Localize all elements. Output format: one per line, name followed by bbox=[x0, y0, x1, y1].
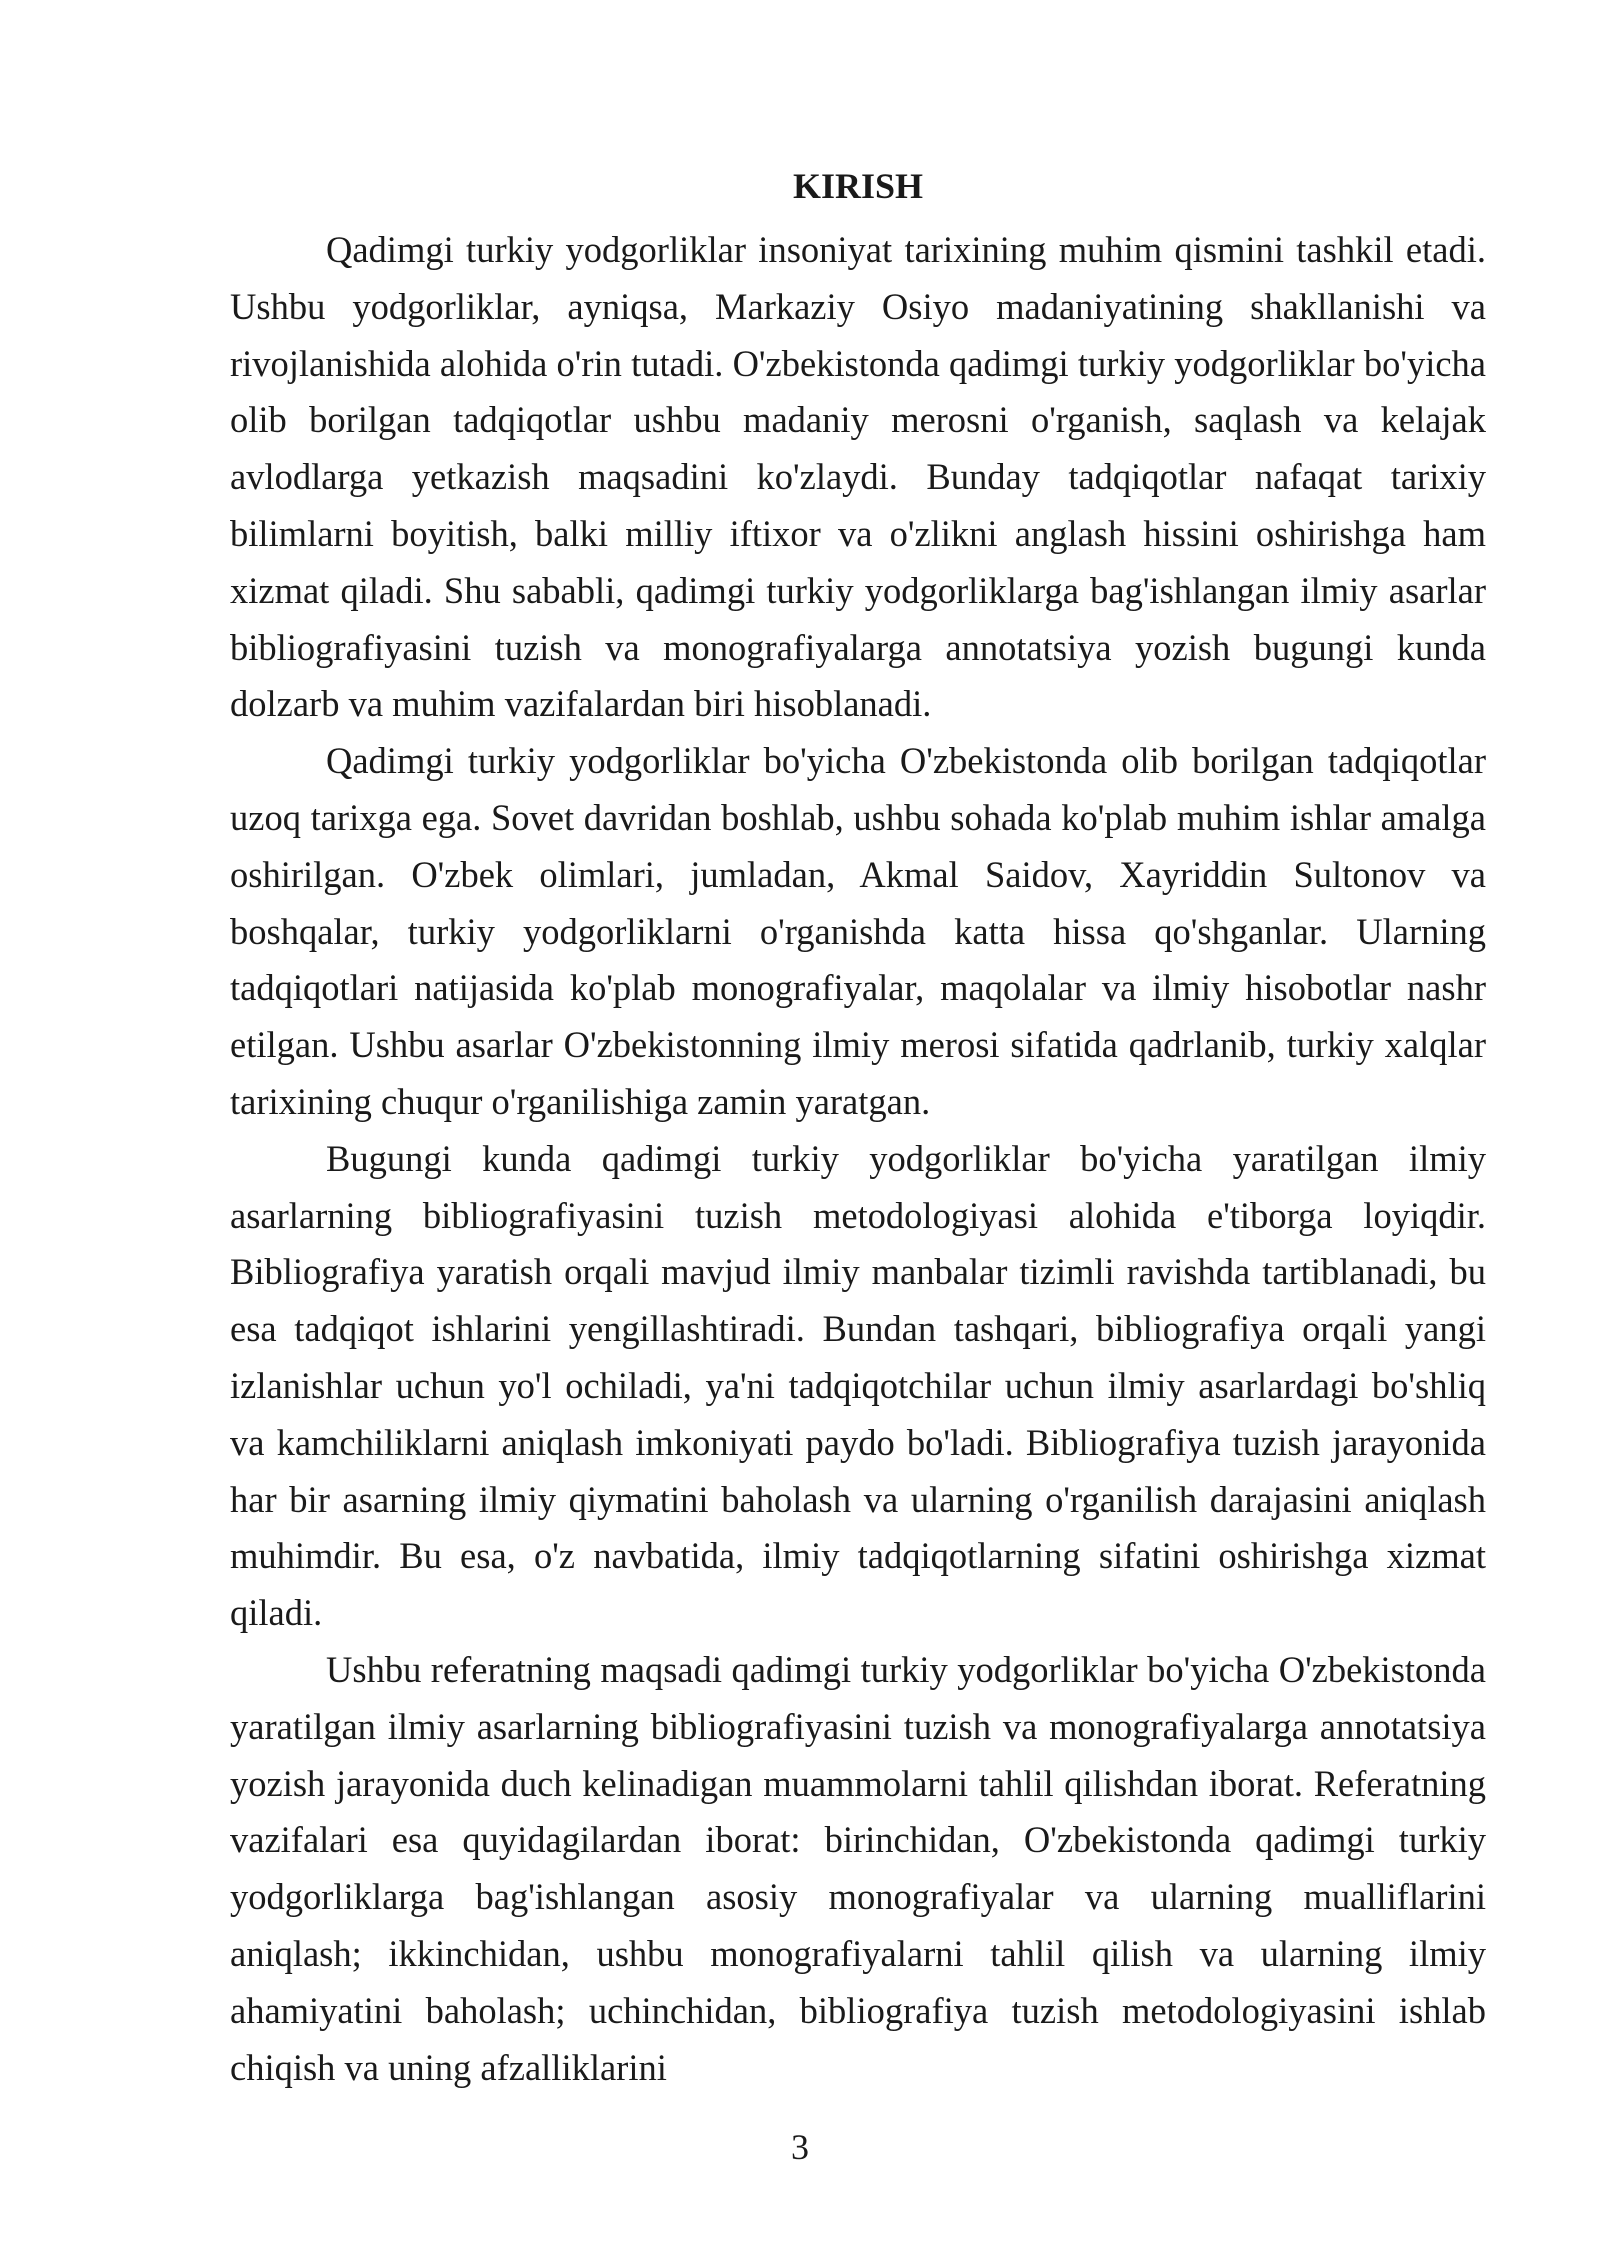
page-title: KIRISH bbox=[792, 166, 924, 206]
page-number: 3 bbox=[791, 2127, 809, 2167]
paragraph-3: Bugungi kunda qadimgi turkiy yodgorliklar bo'yicha yaratilgan ilmiy asarlarning bibliografiyasini tuzish metodologiyasi alohida e'tiborga loyiqdir. Bibliografiya yaratish orqali mavjud ilmiy manbalar tizimli ravishda tartiblanadi, bu esa tadqiqot ishlarini yengillashtiradi. Bundan tashqari, bibliografiya orqali yangi izlanishlar uchun yo'l ochiladi, ya'ni tadqiqotchilar uchun ilmiy asarlardagi bo'shliq va kamchiliklarni aniqlash imkoniyati paydo bo'ladi. Bibliografiya tuzish jarayonida har bir asarning ilmiy qiymatini baholash va ularning o'rganilish darajasini aniqlash muhimdir. Bu esa, o'z navbatida, ilmiy tadqiqotlarning sifatini oshirishga xizmat qiladi. bbox=[230, 1137, 1486, 1634]
paragraph-4: Ushbu referatning maqsadi qadimgi turkiy yodgorliklar bo'yicha O'zbekistonda yaratilgan ilmiy asarlarning bibliografiyasini tuzish va monografiyalarga annotatsiya yozish jarayonida duch kelinadigan muammolarni tahlil qilishdan iborat. Referatning vazifalari esa quyidagilardan iborat: birinchidan, O'zbekistonda qadimgi turkiy yodgorliklarga bag'ishlangan asosiy monografiyalar va ularning mualliflarini aniqlash; ikkinchidan, ushbu monografiyalarni tahlil qilish va ularning ilmiy ahamiyatini baholash; uchinchidan, bibliografiya tuzish metodologiyasini ishlab chiqish va uning afzalliklarini bbox=[230, 1648, 1486, 2088]
page-content bbox=[230, 160, 1486, 2096]
paragraph-2: Qadimgi turkiy yodgorliklar bo'yicha O'zbekistonda olib borilgan tadqiqotlar uzoq tarixga ega. Sovet davridan boshlab, ushbu sohada ko'plab muhim ishlar amalga oshirilgan. O'zbek olimlari, jumladan, Akmal Saidov, Xayriddin Sultonov va boshqalar, turkiy yodgorliklarni o'rganishda katta hissa qo'shganlar. Ularning tadqiqotlari natijasida ko'plab monografiyalar, maqolalar va ilmiy hisobotlar nashr etilgan. Ushbu asarlar O'zbekistonning ilmiy merosi sifatida qadrlanib, turkiy xalqlar tarixining chuqur o'rganilishiga zamin yaratgan. bbox=[230, 740, 1486, 1122]
paragraph-1: Qadimgi turkiy yodgorliklar insoniyat tarixining muhim qismini tashkil etadi. Ushbu yodgorliklar, ayniqsa, Markaziy Osiyo madaniyatining shakllanishi va rivojlanishida alohida o'rin tutadi. O'zbekistonda qadimgi turkiy yodgorliklar bo'yicha olib borilgan tadqiqotlar ushbu madaniy merosni o'rganish, saqlash va kelajak avlodlarga yetkazish maqsadini ko'zlaydi. Bunday tadqiqotlar nafaqat tarixiy bilimlarni boyitish, balki milliy iftixor va o'zlikni anglash hissini oshirishga ham xizmat qiladi. Shu sababli, qadimgi turkiy yodgorliklarga bag'ishlangan ilmiy asarlar bibliografiyasini tuzish va monografiyalarga annotatsiya yozish bugungi kunda dolzarb va muhim vazifalardan biri hisoblanadi. bbox=[230, 229, 1486, 725]
